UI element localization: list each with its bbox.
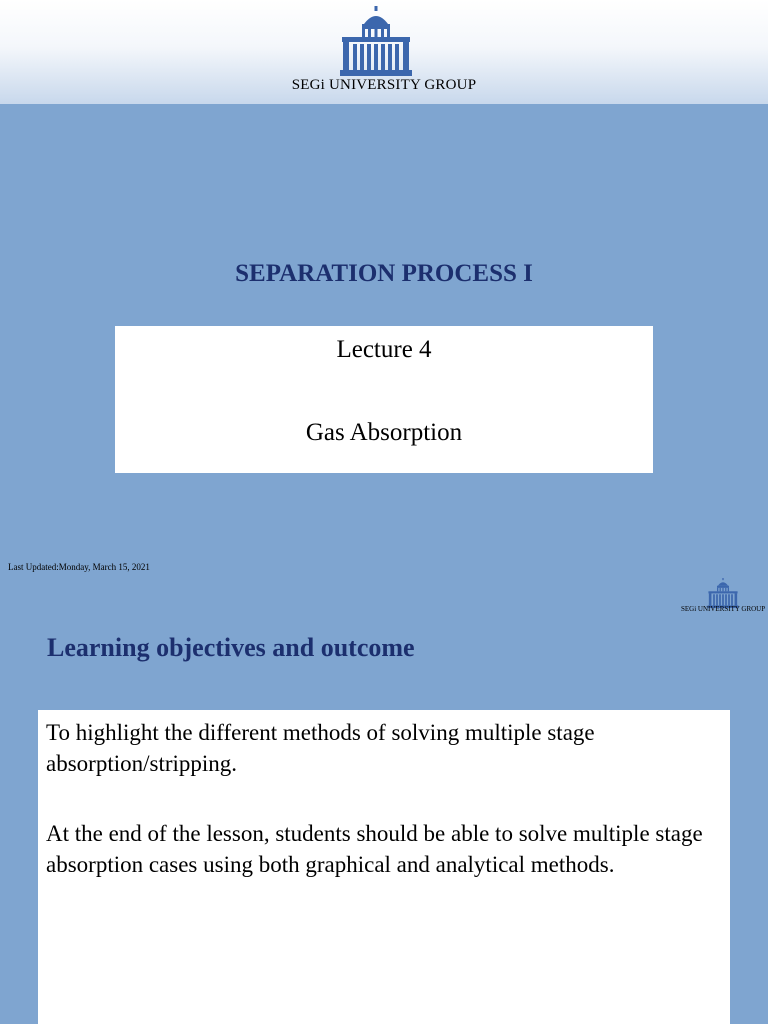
lecture-box [115, 326, 653, 473]
lecture-topic: Gas Absorption [305, 419, 463, 446]
outcome-paragraph: At the end of the lesson, students should be able to solve multiple stage absorption cases using both graphical and analytical methods. [46, 821, 703, 877]
last-updated-text: Last Updated:Monday, March 15, 2021 [8, 562, 150, 572]
objective-paragraph: To highlight the different methods of solving multiple stage absorption/stripping. [46, 720, 595, 776]
objectives-box [38, 710, 730, 1024]
university-building-logo-icon [707, 578, 739, 608]
course-title: SEPARATION PROCESS I [235, 260, 533, 287]
university-building-logo-icon [340, 6, 412, 76]
lecture-number: Lecture 4 [336, 336, 432, 363]
slide-objectives [0, 590, 768, 1024]
header-band [0, 0, 768, 104]
brand-name-small: SEGi UNIVERSITY GROUP [681, 605, 766, 613]
brand-name: SEGi UNIVERSITY GROUP [291, 77, 477, 93]
section-heading: Learning objectives and outcome [47, 633, 415, 662]
